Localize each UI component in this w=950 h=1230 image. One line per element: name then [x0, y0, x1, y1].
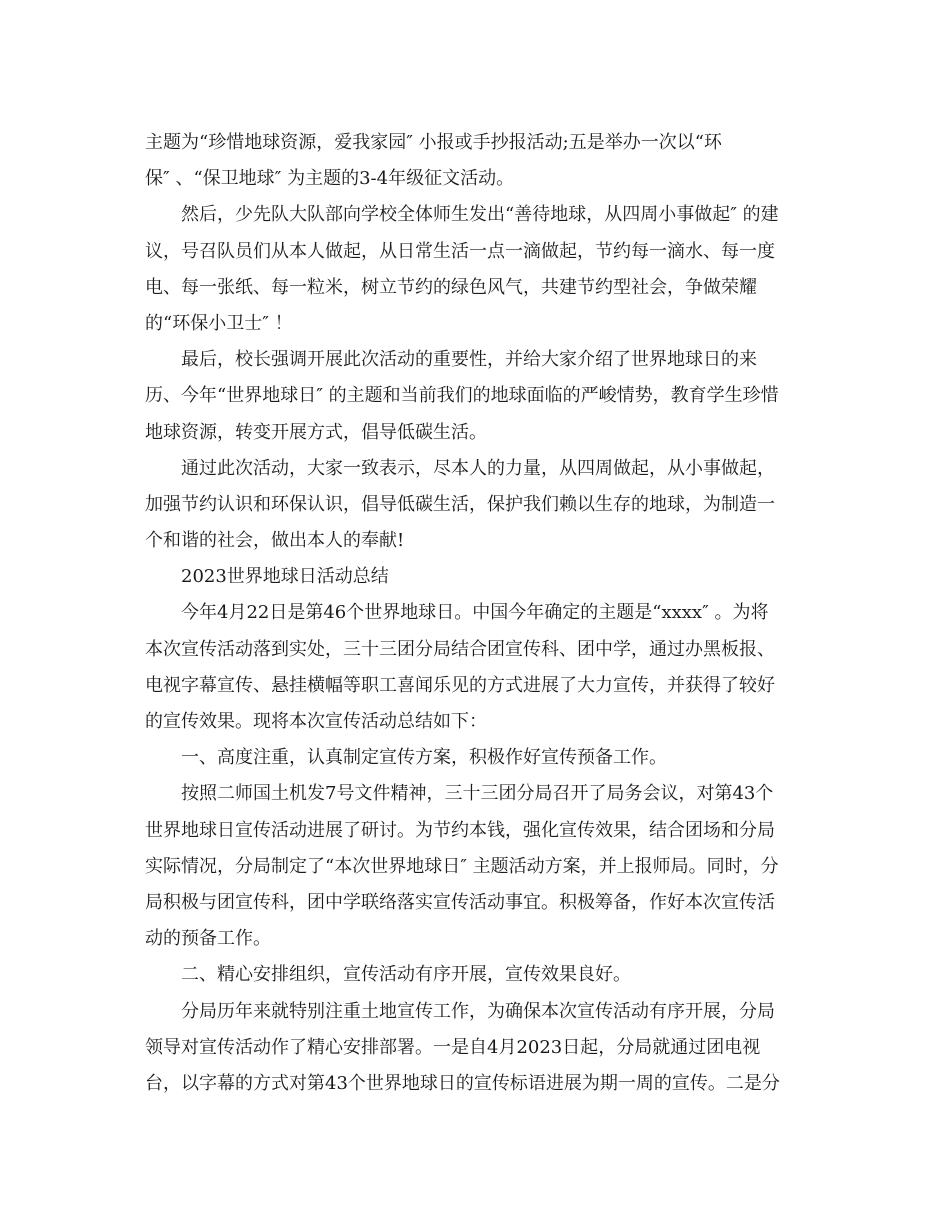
text-line: 最后，校长强调开展此次活动的重要性，并给大家介绍了世界地球日的来 [181, 349, 757, 371]
text-line: 地球资源，转变开展方式，倡导低碳生活。 [145, 421, 487, 443]
text-line: 的“环保小卫士″ ！ [145, 312, 293, 334]
text-line: 的宣传效果。现将本次宣传活动总结如下： [145, 711, 487, 732]
text-line: 本次宣传活动落到实处，三十三团分局结合团宣传科、团中学，通过办黑板报、 [145, 638, 775, 660]
text-line: 保″ 、“保卫地球″ 为主题的3-4年级征文活动。 [145, 168, 515, 190]
text-line: 实际情况，分局制定了“本次世界地球日″ 主题活动方案，并上报师局。同时，分 [145, 855, 779, 877]
document-body [145, 125, 810, 1102]
text-line: 个和谐的社会，做出本人的奉献! [145, 530, 405, 552]
text-line: 领导对宣传活动作了精心安排部署。一是自4月2023日起，分局就通过团电视 [145, 1036, 761, 1058]
text-line: 2023世界地球日活动总结 [181, 566, 389, 588]
text-line: 历、今年“世界地球日″ 的主题和当前我们的地球面临的严峻情势，教育学生珍惜 [145, 385, 779, 407]
text-line: 今年4月22日是第46个世界地球日。中国今年确定的主题是“xxxx″ 。为将 [181, 602, 769, 624]
text-line: 主题为“珍惜地球资源，爱我家园″ 小报或手抄报活动;五是举办一次以“环 [145, 132, 722, 153]
text-line: 电、每一张纸、每一粒米，树立节约的绿色风气，共建节约型社会，争做荣耀 [145, 276, 757, 298]
text-line: 局积极与团宣传科，团中学联络落实宣传活动事宜。积极筹备，作好本次宣传活 [145, 891, 775, 913]
text-line: 加强节约认识和环保认识，倡导低碳生活，保护我们赖以生存的地球，为制造一 [145, 493, 775, 515]
text-line: 议，号召队员们从本人做起，从日常生活一点一滴做起，节约每一滴水、每一度 [145, 240, 775, 262]
text-line: 一、高度注重，认真制定宣传方案，积极作好宣传预备工作。 [181, 747, 667, 769]
text-line: 然后，少先队大队部向学校全体师生发出“善待地球，从四周小事做起″ 的建 [181, 204, 779, 226]
text-line: 世界地球日宣传活动进展了研讨。为节约本钱，强化宣传效果，结合团场和分局 [145, 819, 775, 841]
text-line: 按照二师国土机发7号文件精神，三十三团分局召开了局务会议，对第43个 [181, 783, 774, 805]
text-line: 分局历年来就特别注重土地宣传工作，为确保本次宣传活动有序开展，分局 [181, 1000, 775, 1022]
text-line: 通过此次活动，大家一致表示，尽本人的力量，从四周做起，从小事做起， [181, 457, 775, 479]
text-line: 电视字幕宣传、悬挂横幅等职工喜闻乐见的方式进展了大力宣传，并获得了较好 [145, 674, 775, 696]
text-line: 动的预备工作。 [145, 928, 271, 950]
text-line: 二、精心安排组织，宣传活动有序开展，宣传效果良好。 [181, 964, 631, 986]
text-line: 台，以字幕的方式对第43个世界地球日的宣传标语进展为期一周的宣传。二是分 [145, 1072, 780, 1094]
